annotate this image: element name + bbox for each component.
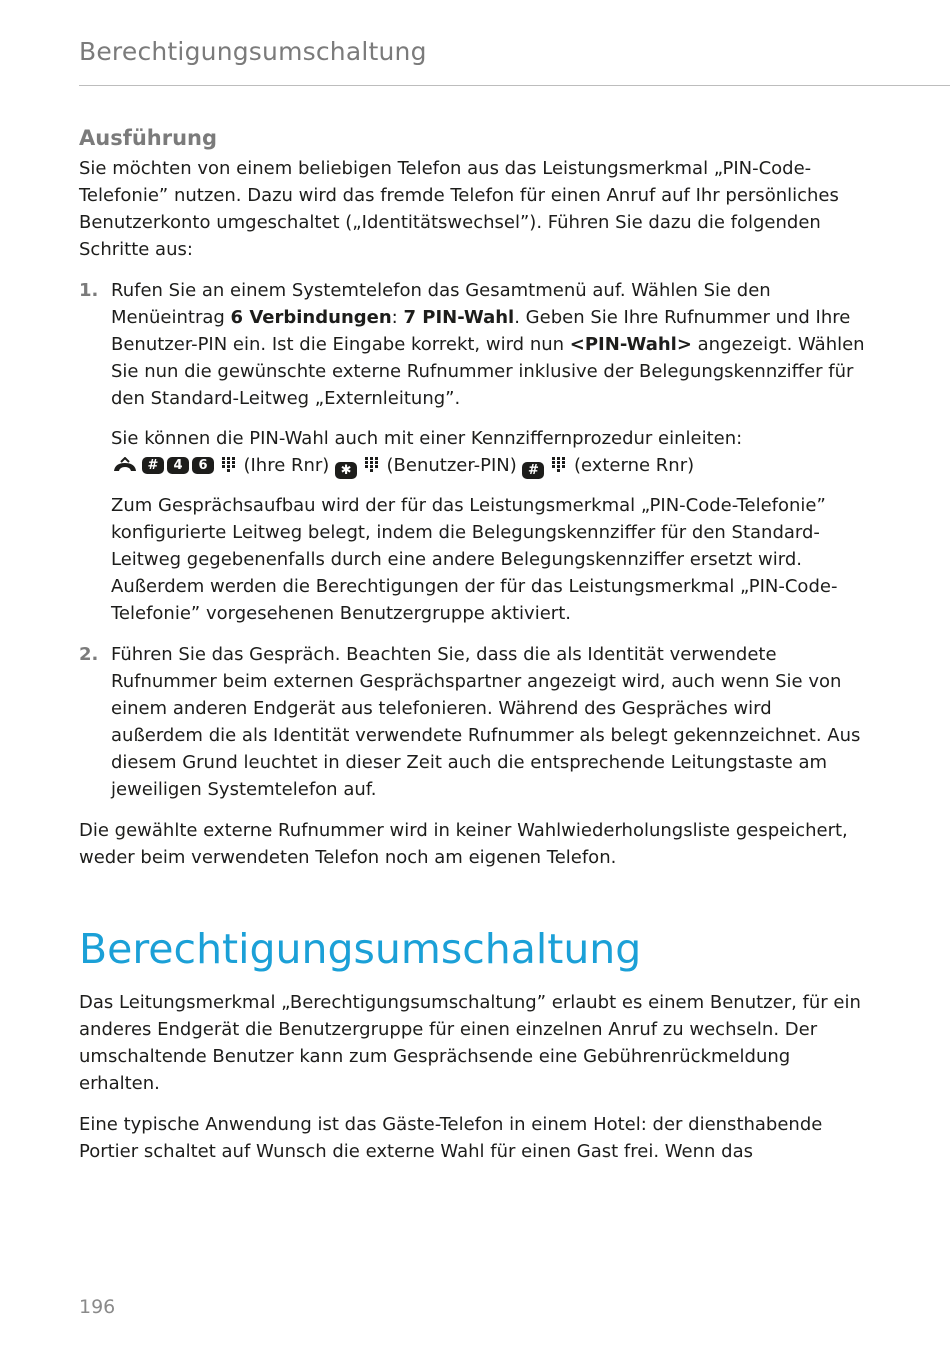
page-number: 196 [79,1296,116,1318]
page-header [79,34,950,86]
label-own-number: (Ihre Rnr) [237,455,336,476]
step-1-text-d: angezeigt. Wählen Sie nun die gewünschte externe Rufnummer inklusive der Belegungskennziffer für den Standard-Leitweg „Externleitung”. [111,334,865,409]
menu-entry-connections: 6 Verbindungen [230,307,392,328]
keypad-icon [552,457,566,473]
chapter-heading: Berechtigungsumschaltung [79,925,642,973]
step-1-separator: : [391,307,404,328]
step-number: 1. [79,280,99,301]
step-number: 2. [79,644,99,665]
label-user-pin: (Benutzer-PIN) [380,455,523,476]
step-1-route-paragraph: Zum Gesprächsaufbau wird der für das Leistungsmerkmal „PIN-Code-Telefonie” konfigurierte Leitweg belegt, indem die Belegungskennziffer für den Standard-Leitweg gegebenenfalls durch eine andere Belegungskennziffer ersetzt wird. Außerdem werden die Berechtigungen der für das Leistungsmerkmal „PIN-Code-Telefonie” vorgesehenen Benutzergruppe aktiviert. [111,495,838,624]
closing-paragraph: Die gewählte externe Rufnummer wird in keiner Wahlwiederholungsliste gespeichert, weder beim verwendeten Telefon noch am eigenen Telefon. [79,820,848,868]
step-1-text-c: . Geben Sie Ihre Rufnummer und Ihre Benutzer-PIN ein. Ist die Eingabe korrekt, wird nun [111,307,851,355]
display-pin-dial: <PIN-Wahl> [569,334,692,355]
step-1-procedure-paragraph [111,425,869,479]
digit-4-key-icon: 4 [167,457,189,474]
step-item-2 [79,641,869,803]
chapter-paragraph-2: Eine typische Anwendung ist das Gäste-Telefon in einem Hotel: der diensthabende Portier schaltet auf Wunsch die externe Wahl für einen Gast frei. Wenn das [79,1114,823,1162]
step-2-paragraph: Führen Sie das Gespräch. Beachten Sie, dass die als Identität verwendete Rufnummer beim externen Gesprächspartner angezeigt wird, auch wenn Sie von einem anderen Endgerät aus telefonieren. Während des Gespräches wird außerdem die als Identität verwendete Rufnummer als belegt gekennzeichnet. Aus diesem Grund leuchtet in dieser Zeit auch die entsprechende Leitungstaste am jeweiligen Systemtelefon auf. [111,644,861,800]
keypad-icon [222,457,236,473]
step-1-text-a: Rufen Sie an einem Systemtelefon das Gesamtmenü auf. Wählen Sie den Menüeintrag [111,280,771,328]
section-heading: Ausführung [79,126,218,150]
hash-key-icon: # [522,462,544,479]
menu-entry-pin-dial: 7 PIN-Wahl [403,307,515,328]
intro-paragraph: Sie möchten von einem beliebigen Telefon aus das Leistungsmerkmal „PIN-Code-Telefonie” nutzen. Dazu wird das fremde Telefon für einen Anruf auf Ihr persönliches Benutzerkonto umgeschaltet („Identitätswechsel”). Führen Sie dazu die folgenden Schritte aus: [79,158,839,260]
page-content [79,121,869,1179]
hash-key-icon: # [142,457,164,474]
procedure-intro: Sie können die PIN-Wahl auch mit einer Kennziffernprozedur einleiten: [111,428,743,449]
running-title: Berechtigungsumschaltung [79,37,427,66]
star-key-icon: ✱ [335,462,357,479]
step-1-paragraph [111,277,869,412]
steps-list [79,277,869,803]
label-external-number: (externe Rnr) [568,455,695,476]
digit-6-key-icon: 6 [192,457,214,474]
step-item-1 [79,277,869,627]
chapter-paragraph-1: Das Leitungsmerkmal „Berechtigungsumschaltung” erlaubt es einem Benutzer, für ein anderes Endgerät die Benutzergruppe für einen einzelnen Anruf zu wechseln. Der umschaltende Benutzer kann zum Gesprächsende eine Gebührenrückmeldung erhalten. [79,992,861,1094]
keypad-icon [365,457,379,473]
handset-lift-icon [111,457,139,474]
key-sequence [111,457,214,474]
